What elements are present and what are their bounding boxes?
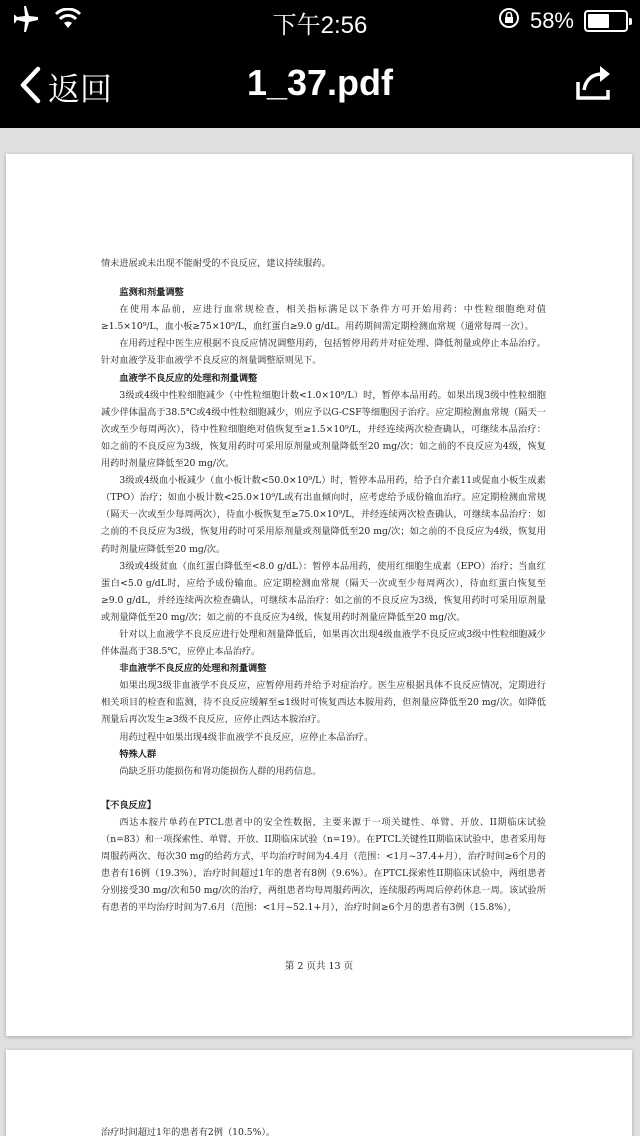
- paragraph: 用药过程中如果出现4级非血液学不良反应，应停止本品治疗。: [119, 731, 374, 743]
- section-heading-adverse-reactions: 【不良反应】: [101, 799, 157, 811]
- section-heading-nonhematologic: 非血液学不良反应的处理和剂量调整: [119, 663, 267, 675]
- status-right: [498, 7, 628, 35]
- back-label: 返回: [48, 70, 113, 108]
- navigation-bar: [0, 40, 640, 128]
- page-content: [101, 1124, 546, 1136]
- battery-icon: [584, 10, 628, 32]
- paragraph: 西达本胺片单药在PTCL患者中的安全性数据，主要来源于一项关键性、单臂、开放、II期临床试验（n=83）和一项探索性、单臂、开放、II期临床试验（n=19）。在PTCL关键性II期临床试验中，患者采用每周服药两次、每次30 mg的给药方式，平均治疗时间为4.4月（范围：<1月~37.4+月），治疗时间≥6个月的患者有16例（19.3%），治疗时间超过1年的患者有8例（9.6%）。在PTCL探索性II期临床试验中，两组患者分别接受30 mg/次和50 mg/次的治疗，两组患者均每周服药两次，连续服药两周后停药休息一周。该试验所有患者的平均治疗时间为7.6月（范围：<1月~52.1+月），治疗时间≥6个月的患者有3例（15.8%），: [101, 816, 546, 914]
- battery-percent: 58%: [529, 8, 574, 33]
- status-time: 下午2:56: [272, 12, 368, 39]
- document-title: 1_37.pdf: [246, 62, 394, 103]
- paragraph: 在用药过程中医生应根据不良反应情况调整用药，包括暂停用药并对症处理、降低剂量或停止本品治疗。针对血液学及非血液学不良反应的剂量调整原则见下。: [101, 338, 546, 367]
- paragraph: 在使用本品前，应进行血常规检查，相关指标满足以下条件方可开始用药：中性粒细胞绝对值≥1.5×10⁹/L，血小板≥75×10⁹/L，血红蛋白≥9.0 g/dL。用药期间需定期检测血常规（通常每周一次）。: [101, 304, 546, 333]
- battery-fill: [588, 14, 609, 28]
- pdf-page: [6, 154, 632, 1036]
- status-bar: [0, 0, 640, 40]
- share-button[interactable]: [574, 64, 614, 106]
- rotation-lock-icon: [498, 7, 520, 35]
- section-heading-monitoring: 监测和剂量调整: [119, 287, 184, 299]
- page-footer: 第 2 页共 13 页: [284, 961, 354, 972]
- paragraph: 针对以上血液学不良反应进行处理和剂量降低后，如果再次出现4级血液学不良反应或3级中性粒细胞减少伴体温高于38.5℃，应停止本品治疗。: [101, 628, 546, 658]
- section-heading-hematologic: 血液学不良反应的处理和剂量调整: [119, 372, 258, 384]
- paragraph: 3级或4级血小板减少（血小板计数<50.0×10⁹/L）时，暂停本品用药，给予白介素11或促血小板生成素（TPO）治疗；如血小板计数<25.0×10⁹/L或有出血倾向时，应考虑给予成份输血治疗。应定期检测血常规（隔天一次或至少每周两次），待血小板恢复至≥75.0×10⁹/L，并经连续两次检查确认，可继续本品治疗：如之前的不良反应为3级，恢复用药时可采用原剂量或剂量降低至20 mg/次；如之前的不良反应为4级，恢复用药时剂量应降低至20 mg/次。: [101, 475, 546, 555]
- paragraph: 3级或4级中性粒细胞减少（中性粒细胞计数<1.0×10⁹/L）时，暂停本品用药。如果出现3级中性粒细胞减少伴体温高于38.5℃或4级中性粒细胞减少，则应予以G-CSF等细胞因子治疗。应定期检测血常规（隔天一次或至少每周两次），待中性粒细胞绝对值恢复至≥1.5×10⁹/L，并经连续两次检查确认，可继续本品治疗：如之前的不良反应为3级，恢复用药时可采用原剂量或剂量降低至20 mg/次；如之前的不良反应为4级，恢复用药时剂量应降低至20 mg/次。: [101, 389, 546, 470]
- section-heading-special-populations: 特殊人群: [119, 748, 157, 760]
- paragraph: 如果出现3级非血液学不良反应，应暂停用药并给予对症治疗。医生应根据具体不良反应情况，定期进行相关项目的检查和监测，待不良反应缓解至≤1级时可恢复西达本胺用药，但剂量应降低至20 mg/次。如降低剂量后再次发生≥3级不良反应，应停止西达本胺治疗。: [101, 680, 546, 726]
- intro-text: 情未进展或未出现不能耐受的不良反应，建议持续服药。: [101, 258, 331, 269]
- share-icon: [574, 87, 614, 106]
- paragraph: 3级或4级贫血（血红蛋白降低至<8.0 g/dL）：暂停本品用药，使用红细胞生成素（EPO）治疗；当血红蛋白<5.0 g/dL时，应给予成份输血。应定期检测血常规（隔天一次或至少每周两次），待血红蛋白恢复至≥9.0 g/dL，并经连续两次检查确认，可继续本品治疗：如之前的不良反应为3级，恢复用药时可采用原剂量或剂量降低至20 mg/次；如之前的不良反应为4级，恢复用药时剂量应降低至20 mg/次。: [101, 560, 546, 623]
- paragraph: 治疗时间超过1年的患者有2例（10.5%）。: [101, 1127, 276, 1136]
- pdf-page: [6, 1050, 632, 1136]
- paragraph: 尚缺乏肝功能损伤和肾功能损伤人群的用药信息。: [119, 765, 322, 777]
- pdf-viewer[interactable]: [0, 128, 640, 1136]
- page-content: [101, 255, 546, 916]
